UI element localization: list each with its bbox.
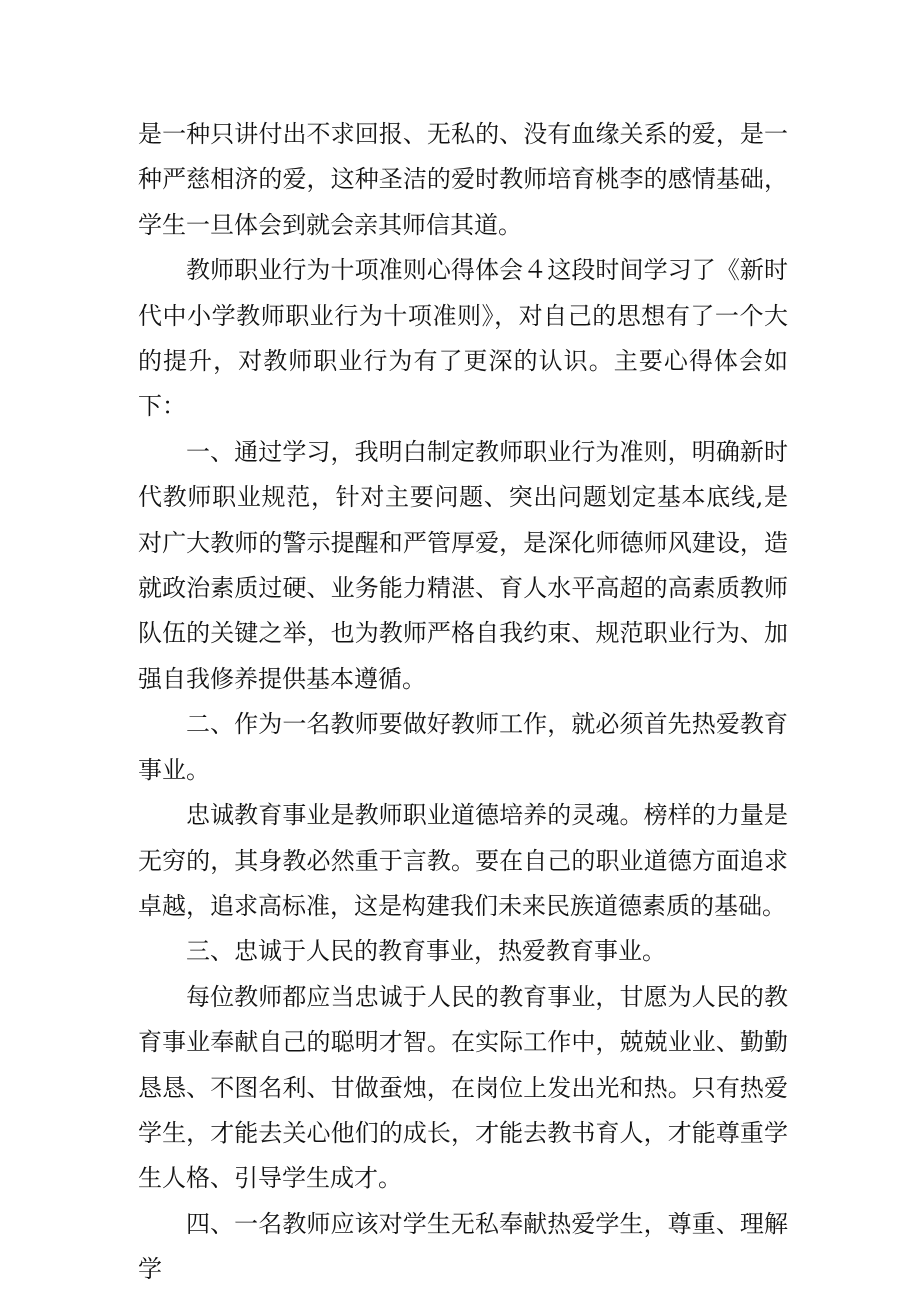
- paragraph-point-two: 二、作为一名教师要做好教师工作，就必须首先热爱教育事业。: [138, 710, 788, 784]
- paragraph-intro: 教师职业行为十项准则心得体会４这段时间学习了《新时代中小学教师职业行为十项准则》，对自己的思想有了一个大的提升，对教师职业行为有了更深的认识。主要心得体会如下：: [138, 256, 788, 421]
- paragraph-dedication: 每位教师都应当忠诚于人民的教育事业，甘愿为人民的教育事业奉献自己的聪明才智。在实际工作中，兢兢业业、勤勤恳恳、不图名利、甘做蚕烛，在岗位上发出光和热。只有热爱学生，才能去关心他们的成长，才能去教书育人，才能尊重学生人格、引导学生成才。: [138, 982, 788, 1193]
- paragraph-point-four: 四、一名教师应该对学生无私奉献热爱学生，尊重、理解学: [138, 1209, 788, 1284]
- paragraph-continuation: 是一种只讲付出不求回报、无私的、没有血缘关系的爱，是一种严慈相济的爱，这种圣洁的爱时教师培育桃李的感情基础，学生一旦体会到就会亲其师信其道。: [138, 120, 788, 239]
- document-page: [138, 112, 788, 1293]
- paragraph-point-three: 三、忠诚于人民的教育事业，热爱教育事业。: [186, 937, 666, 966]
- paragraph-loyalty: 忠诚教育事业是教师职业道德培养的灵魂。榜样的力量是无穷的，其身教必然重于言教。要在自己的职业道德方面追求卓越，追求高标准，这是构建我们未来民族道德素质的基础。: [138, 801, 788, 920]
- paragraph-point-one: 一、通过学习，我明白制定教师职业行为准则，明确新时代教师职业规范，针对主要问题、突出问题划定基本底线,是对广大教师的警示提醒和严管厚爱，是深化师德师风建设，造就政治素质过硬、业务能力精湛、育人水平高超的高素质教师队伍的关键之举，也为教师严格自我约束、规范职业行为、加强自我修养提供基本遵循。: [138, 437, 788, 693]
